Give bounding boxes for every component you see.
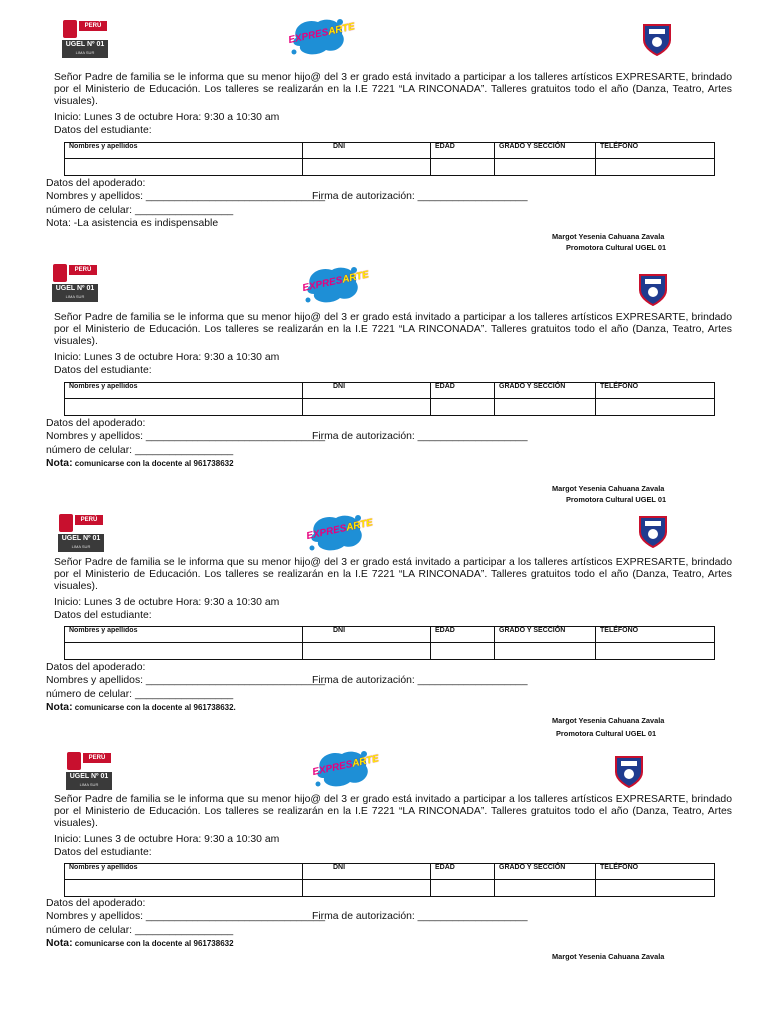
school-crest-icon [638,272,668,306]
ugel-logo: PERÚ UGEL Nº 01 LIMA SUR [52,262,98,302]
header-grado: GRADO Y SECCIÓN [495,864,596,880]
header-edad: EDAD [431,864,495,880]
student-data-label: Datos del estudiante: [54,847,152,858]
header-nombres: Nombres y apellidos [65,143,303,159]
expresarte-logo: EXPRESARTE [302,262,362,306]
guardian-data-label: Datos del apoderado: [46,178,146,189]
guardian-data-label: Datos del apoderado: [46,662,146,673]
authorization-signature-field[interactable]: Firma de autorización: ___________________ [312,911,528,922]
header-telefono: TELÉFONO [596,864,715,880]
header-nombres: Nombres y apellidos [65,864,303,880]
signature-title: Promotora Cultural UGEL 01 [566,243,667,252]
table-row [65,880,715,897]
phone-field[interactable]: número de celular: _________________ [46,925,234,936]
start-info: Inicio: Lunes 3 de octubre Hora: 9:30 a 10:30 am [54,352,280,363]
guardian-name-field[interactable]: Nombres y apellidos: _______________________________ [46,911,326,922]
ugel-logo: PERÚ UGEL Nº 01 LIMA SUR [62,18,108,58]
cell-nombres[interactable] [65,643,303,660]
header-grado: GRADO Y SECCIÓN [495,383,596,399]
header-dni: DNI [303,627,431,643]
invitation-paragraph: Señor Padre de familia se le informa que su menor hijo@ del 3 er grado está invitado a participar a los talleres artísticos EXPRESARTE, brindado por el Ministerio de Educación. Los talleres se realizarán en la I.E 7221 “LA RINCONADA”. Talleres gratuitos todo el año (Danza, Teatro, Artes visuales). [54,794,732,829]
signature-name: Margot Yesenia Cahuana Zavala [552,484,665,493]
authorization-signature-field[interactable]: Firma de autorización: ___________________ [312,191,528,202]
school-crest-icon [614,754,644,788]
header-edad: EDAD [431,383,495,399]
note: Nota: -La asistencia es indispensable [46,218,219,229]
cell-telefono[interactable] [596,643,715,660]
student-table [64,626,715,660]
cell-telefono[interactable] [596,399,715,416]
expresarte-logo: EXPRESARTE [312,746,372,790]
note: Nota: comunicarse con la docente al 961738632. [46,702,236,713]
guardian-data-label: Datos del apoderado: [46,418,146,429]
authorization-signature-field[interactable]: Firma de autorización: ___________________ [312,675,528,686]
signature-name: Margot Yesenia Cahuana Zavala [552,716,665,725]
student-table [64,863,715,897]
note: Nota: comunicarse con la docente al 961738632 [46,458,234,469]
header-edad: EDAD [431,143,495,159]
header-telefono: TELÉFONO [596,383,715,399]
cell-nombres[interactable] [65,880,303,897]
cell-grado[interactable] [495,399,596,416]
expresarte-logo: EXPRESARTE [306,510,366,554]
expresarte-logo: EXPRESARTE [288,14,348,58]
signature-title: Promotora Cultural UGEL 01 [556,729,657,738]
start-info: Inicio: Lunes 3 de octubre Hora: 9:30 a 10:30 am [54,112,280,123]
student-data-label: Datos del estudiante: [54,610,152,621]
phone-field[interactable]: número de celular: _________________ [46,445,234,456]
table-row [65,399,715,416]
invitation-paragraph: Señor Padre de familia se le informa que su menor hijo@ del 3 er grado está invitado a participar a los talleres artísticos EXPRESARTE, brindado por el Ministerio de Educación. Los talleres se realizarán en la I.E 7221 “LA RINCONADA”. Talleres gratuitos todo el año (Danza, Teatro, Artes visuales). [54,72,732,107]
student-table [64,382,715,416]
cell-dni[interactable] [303,399,431,416]
authorization-signature-field[interactable]: Firma de autorización: ___________________ [312,431,528,442]
student-data-label: Datos del estudiante: [54,365,152,376]
cell-edad[interactable] [431,880,495,897]
invitation-paragraph: Señor Padre de familia se le informa que su menor hijo@ del 3 er grado está invitado a participar a los talleres artísticos EXPRESARTE, brindado por el Ministerio de Educación. Los talleres se realizarán en la I.E 7221 “LA RINCONADA”. Talleres gratuitos todo el año (Danza, Teatro, Artes visuales). [54,312,732,347]
guardian-name-field[interactable]: Nombres y apellidos: _______________________________ [46,191,326,202]
guardian-name-field[interactable]: Nombres y apellidos: _______________________________ [46,431,326,442]
cell-dni[interactable] [303,643,431,660]
phone-field[interactable]: número de celular: _________________ [46,689,234,700]
ugel-logo: PERÚ UGEL Nº 01 LIMA SUR [66,750,112,790]
table-row [65,643,715,660]
cell-dni[interactable] [303,880,431,897]
note: Nota: comunicarse con la docente al 961738632 [46,938,234,949]
header-telefono: TELÉFONO [596,143,715,159]
phone-field[interactable]: número de celular: _________________ [46,205,234,216]
invitation-paragraph: Señor Padre de familia se le informa que su menor hijo@ del 3 er grado está invitado a participar a los talleres artísticos EXPRESARTE, brindado por el Ministerio de Educación. Los talleres se realizarán en la I.E 7221 “LA RINCONADA”. Talleres gratuitos todo el año (Danza, Teatro, Artes visuales). [54,557,732,592]
start-info: Inicio: Lunes 3 de octubre Hora: 9:30 a 10:30 am [54,597,280,608]
cell-grado[interactable] [495,880,596,897]
header-dni: DNI [303,383,431,399]
signature-name: Margot Yesenia Cahuana Zavala [552,232,665,241]
header-nombres: Nombres y apellidos [65,383,303,399]
cell-telefono[interactable] [596,880,715,897]
cell-edad[interactable] [431,399,495,416]
guardian-name-field[interactable]: Nombres y apellidos: _______________________________ [46,675,326,686]
guardian-data-label: Datos del apoderado: [46,898,146,909]
header-telefono: TELÉFONO [596,627,715,643]
start-info: Inicio: Lunes 3 de octubre Hora: 9:30 a 10:30 am [54,834,280,845]
header-dni: DNI [303,864,431,880]
header-nombres: Nombres y apellidos [65,627,303,643]
cell-nombres[interactable] [65,399,303,416]
header-dni: DNI [303,143,431,159]
signature-title: Promotora Cultural UGEL 01 [566,495,667,504]
signature-name: Margot Yesenia Cahuana Zavala [552,952,665,961]
cell-grado[interactable] [495,643,596,660]
student-data-label: Datos del estudiante: [54,125,152,136]
ugel-logo: PERÚ UGEL Nº 01 LIMA SUR [58,512,104,552]
cell-edad[interactable] [431,643,495,660]
header-grado: GRADO Y SECCIÓN [495,143,596,159]
header-edad: EDAD [431,627,495,643]
school-crest-icon [638,514,668,548]
header-grado: GRADO Y SECCIÓN [495,627,596,643]
